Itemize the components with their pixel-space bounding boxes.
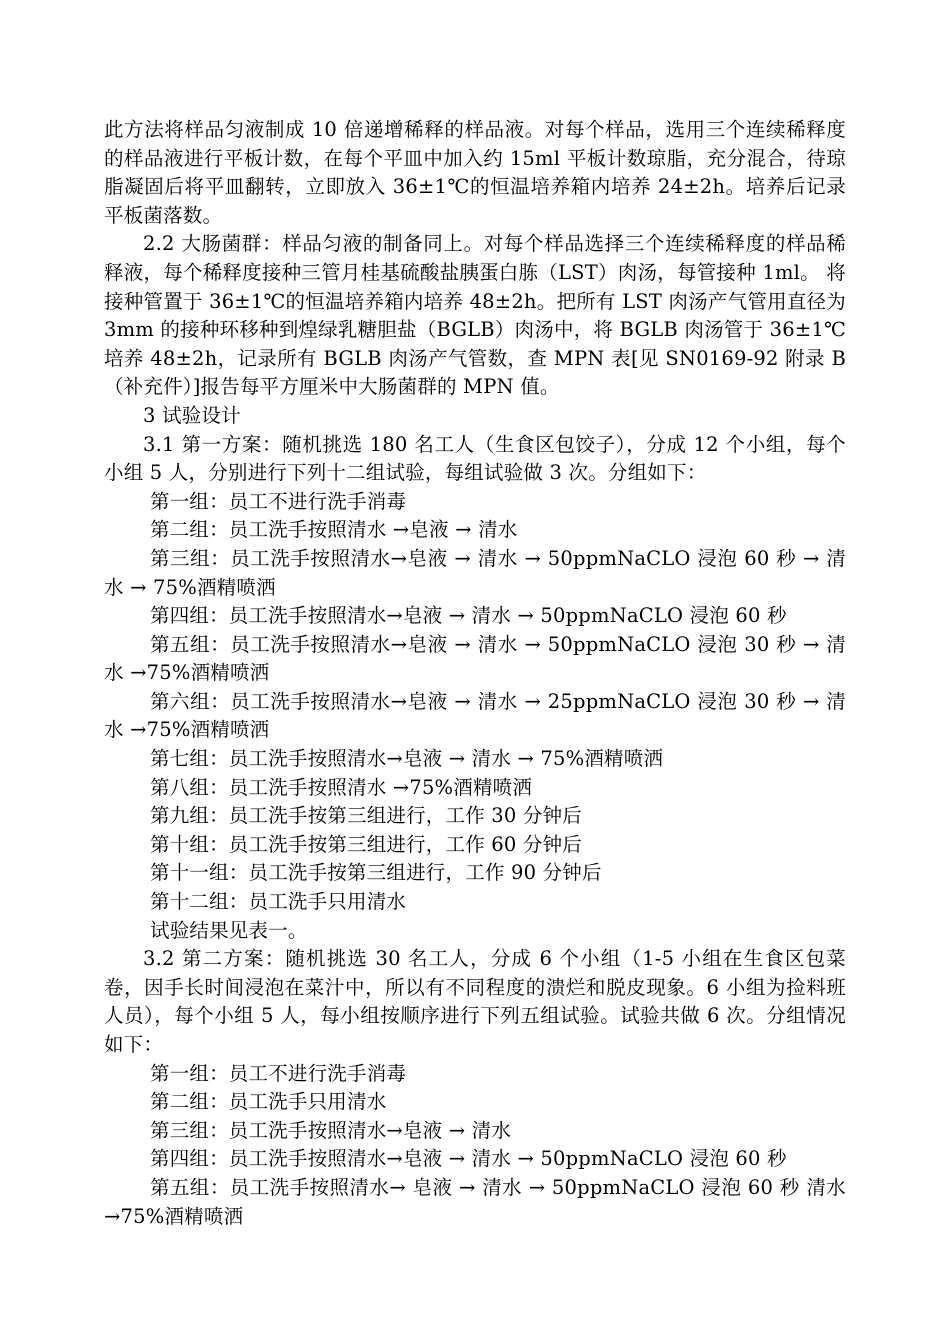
plan-one-group-11: 第十一组：员工洗手按第三组进行，工作 90 分钟后: [150, 861, 602, 885]
results-reference: 试验结果见表一。: [150, 918, 308, 942]
plan-one-group-1: 第一组：员工不进行洗手消毒: [150, 489, 407, 513]
plan-one-group-8: 第八组：员工洗手按照清水 →75%酒精喷洒: [150, 775, 533, 799]
paragraph-plan-two: 3.2 第二方案：随机挑选 30 名工人，分成 6 个小组（1-5 小组在生食区包菜卷，因手长时间浸泡在菜汁中，所以有不同程度的溃烂和脱皮现象。6 小组为捡料班人员），每个小组 5 人，每小组按顺序进行下列五组试验。试验共做 6 次。分组情况如下：: [104, 947, 846, 1056]
plan-two-group-1: 第一组：员工不进行洗手消毒: [150, 1061, 407, 1085]
plan-one-group-6: 第六组：员工洗手按照清水→皂液 → 清水 → 25ppmNaCLO 浸泡 30 秒 → 清水 →75%酒精喷洒: [104, 689, 846, 742]
paragraph-plan-one: 3.1 第一方案：随机挑选 180 名工人（生食区包饺子），分成 12 个小组，每个小组 5 人，分别进行下列十二组试验，每组试验做 3 次。分组如下：: [104, 432, 846, 485]
plan-two-group-2: 第二组：员工洗手只用清水: [150, 1090, 387, 1114]
plan-one-group-10: 第十组：员工洗手按第三组进行，工作 60 分钟后: [150, 832, 583, 856]
plan-one-group-12: 第十二组：员工洗手只用清水: [150, 890, 407, 914]
plan-one-group-2: 第二组：员工洗手按照清水 →皂液 → 清水: [150, 518, 518, 542]
plan-one-group-5: 第五组：员工洗手按照清水→皂液 → 清水 → 50ppmNaCLO 浸泡 30 秒 → 清水 →75%酒精喷洒: [104, 632, 846, 685]
plan-one-group-3: 第三组：员工洗手按照清水→皂液 → 清水 → 50ppmNaCLO 浸泡 60 秒 → 清水 → 75%酒精喷洒: [104, 546, 846, 599]
plan-one-group-4: 第四组：员工洗手按照清水→皂液 → 清水 → 50ppmNaCLO 浸泡 60 秒: [150, 604, 787, 628]
paragraph-method-intro: 此方法将样品匀液制成 10 倍递增稀释的样品液。对每个样品，选用三个连续稀释度的样品液进行平板计数，在每个平皿中加入约 15ml 平板计数琼脂，充分混合，待琼脂凝固后将平皿翻转，立即放入 36±1℃的恒温培养箱内培养 24±2h。培养后记录平板菌落数。: [104, 118, 846, 227]
plan-two-group-4: 第四组：员工洗手按照清水→皂液 → 清水 → 50ppmNaCLO 浸泡 60 秒: [150, 1147, 787, 1171]
plan-two-group-3: 第三组：员工洗手按照清水→皂液 → 清水: [150, 1118, 512, 1142]
plan-one-group-9: 第九组：员工洗手按第三组进行，工作 30 分钟后: [150, 804, 583, 828]
plan-one-group-7: 第七组：员工洗手按照清水→皂液 → 清水 → 75%酒精喷洒: [150, 747, 664, 771]
section-heading-test-design: 3 试验设计: [143, 403, 241, 427]
paragraph-coliform-method: 2.2 大肠菌群：样品匀液的制备同上。对每个样品选择三个连续稀释度的样品稀释液，每个稀释度接种三管月桂基硫酸盐胰蛋白胨（LST）肉汤，每管接种 1ml。 将接种管置于 36±1℃的恒温培养箱内培养 48±2h。把所有 LST 肉汤产气管用直径为 3mm 的接种环移种到煌绿乳糖胆盐（BGLB）肉汤中，将 BGLB 肉汤管于 36±1℃培养 48±2h，记录所有 BGLB 肉汤产气管数，查 MPN 表[见 SN0169-92 附录 B（补充件）]报告每平方厘米中大肠菌群的 MPN 值。: [104, 232, 846, 399]
plan-two-group-5: 第五组：员工洗手按照清水→ 皂液 → 清水 → 50ppmNaCLO 浸泡 60 秒 清水 →75%酒精喷洒: [104, 1175, 846, 1228]
